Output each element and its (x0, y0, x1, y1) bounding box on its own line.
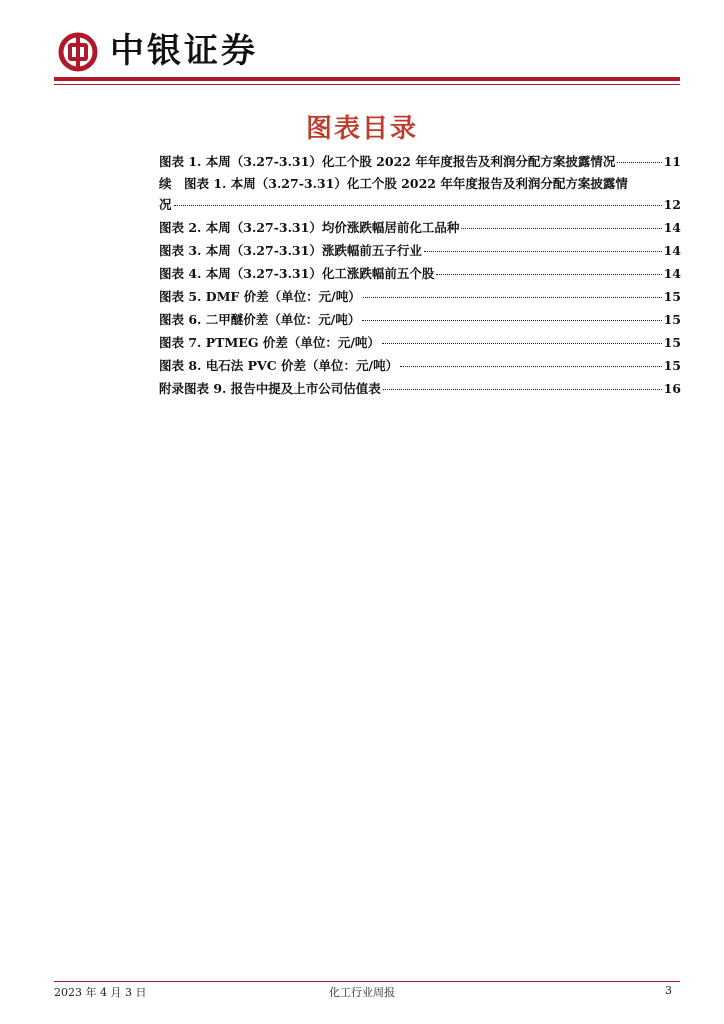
footer-date: 2023 年 4 月 3 日 (54, 986, 147, 999)
toc-entry-continuation[interactable] (159, 194, 681, 216)
bank-of-china-logo-icon (58, 32, 98, 72)
toc-entry-page: 14 (663, 243, 681, 258)
toc-entry-label: 图表 4. 本周（3.27-3.31）化工涨跌幅前五个股 (159, 266, 435, 281)
toc-entry-page: 16 (663, 381, 681, 396)
footer-rule (54, 981, 680, 982)
toc-entry-label: 续 图表 1. 本周（3.27-3.31）化工个股 2022 年年度报告及利润分配方案披露情 (159, 176, 628, 191)
page-header (54, 26, 680, 78)
toc-entry[interactable] (159, 173, 681, 194)
toc-entry-label: 图表 6. 二甲醚价差（单位：元/吨） (159, 312, 361, 327)
toc-leader-dots (362, 320, 661, 321)
toc-leader-dots (382, 343, 662, 344)
toc-entry[interactable] (159, 308, 681, 331)
toc-leader-dots (383, 389, 662, 390)
header-rule-thin (54, 84, 680, 85)
toc-leader-dots (424, 251, 662, 252)
toc-entry[interactable] (159, 216, 681, 239)
toc-title: 图表目录 (305, 114, 418, 144)
toc-entry[interactable] (159, 331, 681, 354)
toc-entry[interactable] (159, 285, 681, 308)
brand-name: 中银证券 (110, 31, 258, 71)
toc-entry-page: 15 (663, 335, 681, 350)
toc-leader-dots (174, 205, 662, 206)
toc-entry-page: 11 (663, 154, 681, 169)
toc-entry-page: 15 (663, 358, 681, 373)
toc-leader-dots (461, 228, 661, 229)
toc-leader-dots (436, 274, 661, 275)
toc-entry-page: 15 (663, 312, 681, 327)
toc-entry-label: 附录图表 9. 报告中提及上市公司估值表 (159, 381, 381, 396)
toc-leader-dots (617, 162, 661, 163)
toc-leader-dots (363, 297, 662, 298)
footer-page-number: 3 (665, 984, 672, 997)
toc-entry-label: 图表 8. 电石法 PVC 价差（单位：元/吨） (159, 358, 399, 373)
toc-entry-page: 14 (663, 266, 681, 281)
toc-entry-label: 况 (159, 197, 172, 212)
toc-entry-page: 12 (663, 197, 681, 212)
toc-leader-dots (400, 366, 662, 367)
toc-entry-page: 14 (663, 220, 681, 235)
footer-report-name: 化工行业周报 (329, 986, 395, 999)
toc-entry-label: 图表 7. PTMEG 价差（单位：元/吨） (159, 335, 380, 350)
toc-entry[interactable] (159, 150, 681, 173)
toc-entry[interactable] (159, 239, 681, 262)
toc-entry-label: 图表 5. DMF 价差（单位：元/吨） (159, 289, 361, 304)
toc-entry-label: 图表 1. 本周（3.27-3.31）化工个股 2022 年年度报告及利润分配方案披露情况 (159, 154, 616, 169)
toc-entry[interactable] (159, 377, 681, 400)
toc-entry-label: 图表 3. 本周（3.27-3.31）涨跌幅前五子行业 (159, 243, 422, 258)
toc-entry[interactable] (159, 354, 681, 377)
toc-entry-label: 图表 2. 本周（3.27-3.31）均价涨跌幅居前化工品种 (159, 220, 460, 235)
toc-entry[interactable] (159, 262, 681, 285)
header-rule (54, 77, 680, 81)
toc-list (159, 150, 681, 400)
toc-entry-page: 15 (663, 289, 681, 304)
